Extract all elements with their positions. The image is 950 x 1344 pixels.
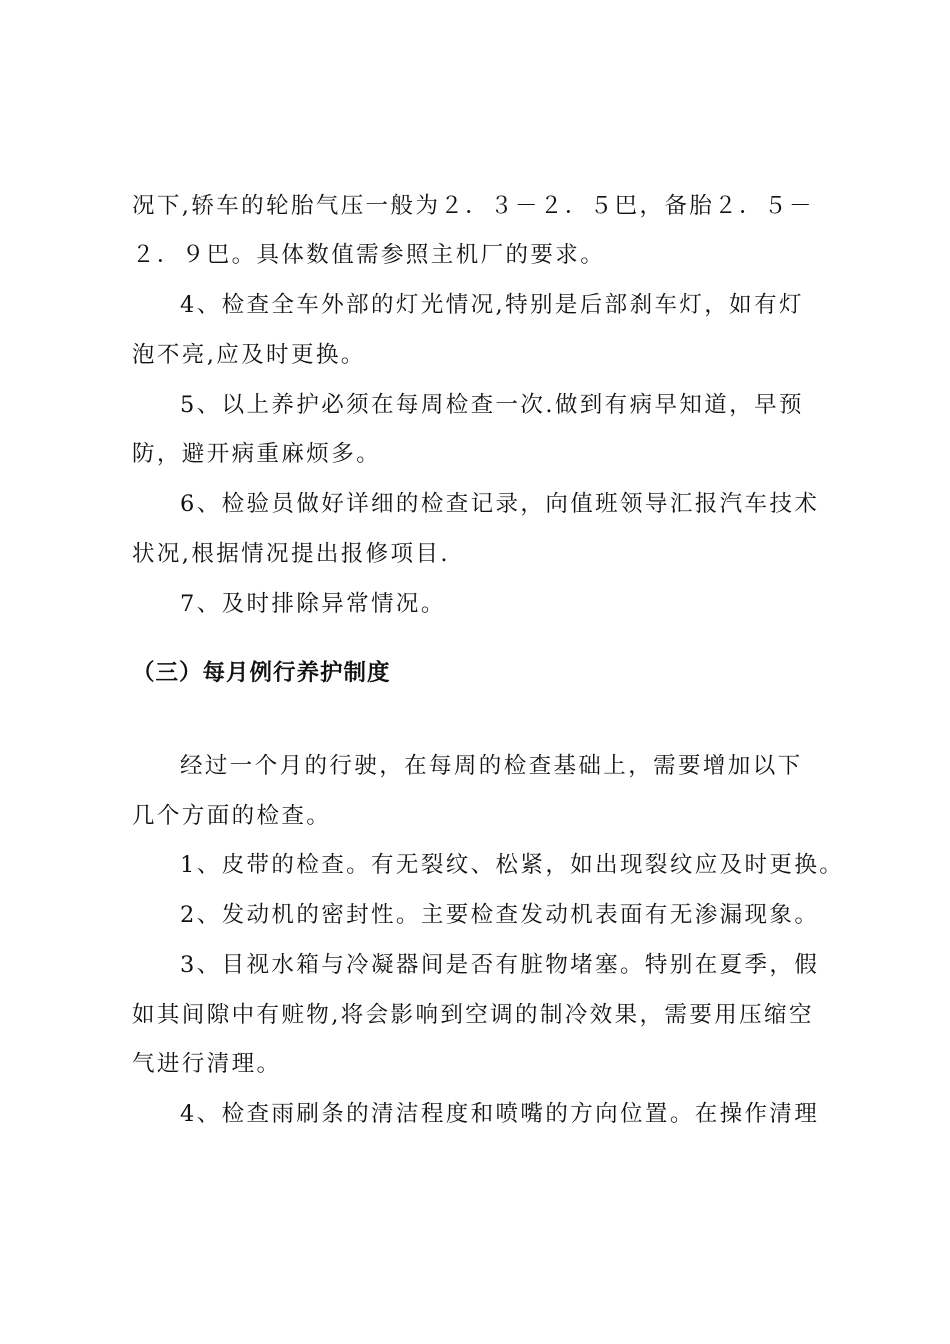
text-line-item-6-cont: 状况,根据情况提出报修项目. xyxy=(132,541,450,567)
text-line-monthly-intro: 经过一个月的行驶，在每周的检查基础上，需要增加以下 xyxy=(180,753,803,779)
text-line-item-5-weekly: 5、以上养护必须在每周检查一次.做到有病早知道，早预 xyxy=(180,392,804,418)
text-line-radiator-cont-2: 气进行清理。 xyxy=(132,1051,282,1077)
text-line-item-4-cont: 泡不亮,应及时更换。 xyxy=(132,342,366,368)
text-line-engine-seal: 2、发动机的密封性。主要检查发动机表面有无渗漏现象。 xyxy=(180,902,820,928)
text-line-item-4-lights: 4、检查全车外部的灯光情况,特别是后部刹车灯，如有灯 xyxy=(180,292,804,318)
text-line-item-5-cont: 防，避开病重麻烦多。 xyxy=(132,441,382,467)
text-line-monthly-intro-cont: 几个方面的检查。 xyxy=(132,803,332,829)
text-line-wiper-check: 4、检查雨刷条的清洁程度和喷嘴的方向位置。在操作清理 xyxy=(180,1101,820,1127)
text-line-item-7: 7、及时排除异常情况。 xyxy=(180,591,446,617)
text-line-belt-check: 1、皮带的检查。有无裂纹、松紧，如出现裂纹应及时更换。 xyxy=(180,852,845,878)
text-line-radiator-check: 3、目视水箱与冷凝器间是否有脏物堵塞。特别在夏季，假 xyxy=(180,952,820,978)
section-heading-monthly: （三）每月例行养护制度 xyxy=(132,660,391,686)
text-line-tire-pressure: 况下,轿车的轮胎气压一般为２．３－２．５巴，备胎２．５－ xyxy=(132,193,814,219)
text-line-radiator-cont: 如其间隙中有赃物,将会影响到空调的制冷效果，需要用压缩空 xyxy=(132,1002,814,1028)
text-line-item-6-records: 6、检验员做好详细的检查记录，向值班领导汇报汽车技术 xyxy=(180,491,820,517)
text-line-spare-tire: ２．９巴。具体数值需参照主机厂的要求。 xyxy=(132,242,606,268)
